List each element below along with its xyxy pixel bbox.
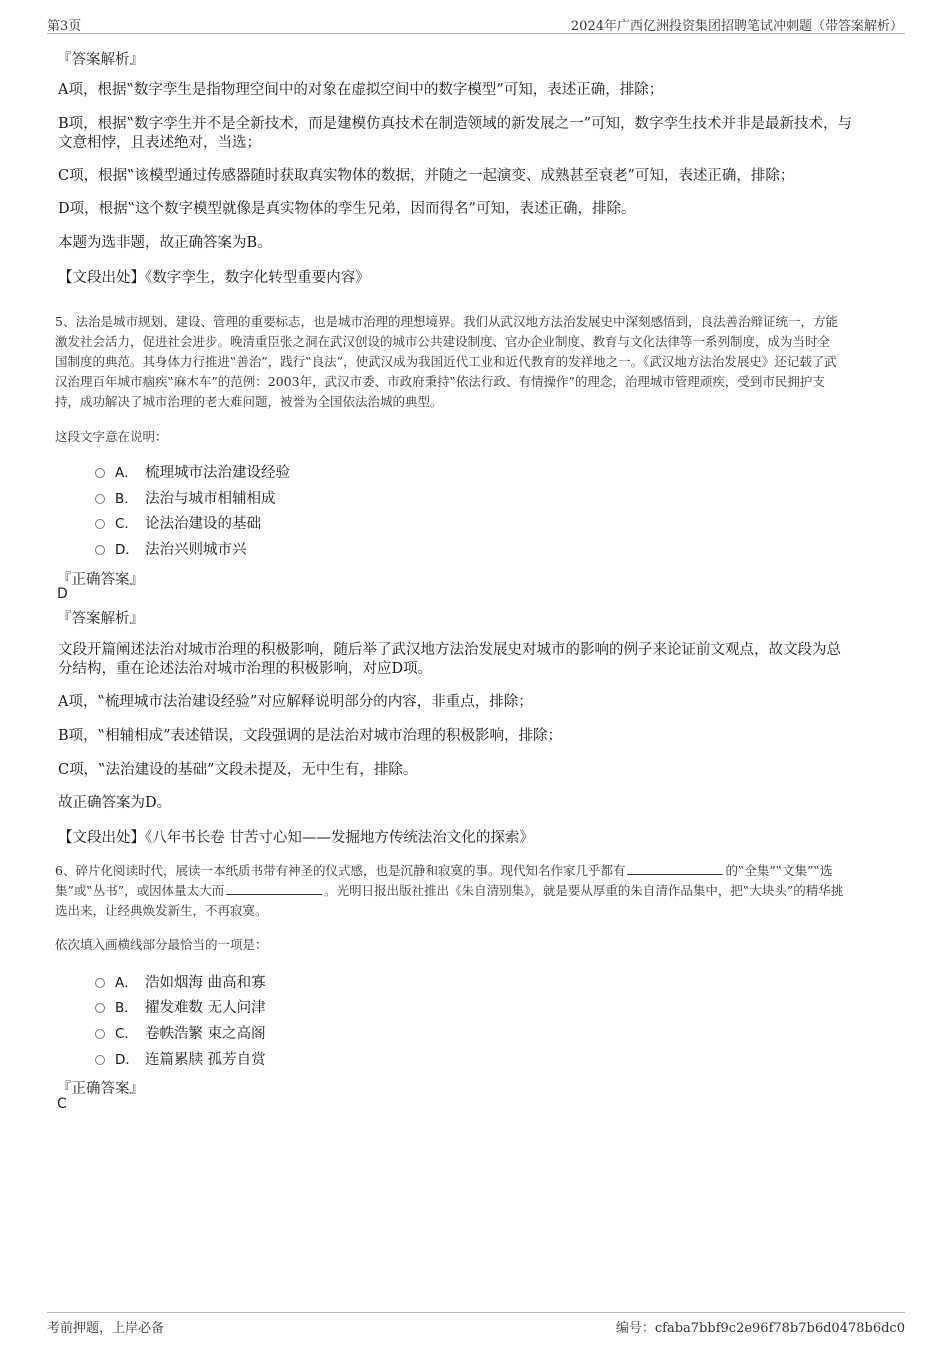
q4-analysis-line-d: D项，根据‟这个数字模型就像是真实物体的孪生兄弟，因而得名”可知，表述正确，排除。: [58, 201, 636, 217]
radio-button-icon[interactable]: [95, 494, 105, 504]
fill-blank-1: [627, 863, 723, 875]
q5-analysis-line: 分结构，重在论述法治对城市治理的积极影响，对应D项。: [58, 661, 433, 677]
q5-answer-label: 『正确答案』: [57, 572, 144, 588]
page-number: 第3页: [47, 19, 82, 34]
option-letter: A．: [115, 465, 138, 481]
radio-button-icon[interactable]: [95, 545, 105, 555]
q6-answer-label: 『正确答案』: [57, 1081, 144, 1097]
q6-option-a[interactable]: [95, 971, 266, 991]
option-text: 擢发难数 无人问津: [145, 999, 266, 1016]
q4-analysis-line-c: C项，根据‟该模型通过传感器随时获取真实物体的数据，并随之一起演变、成熟甚至衰老”可知，表述正确，排除；: [58, 168, 795, 184]
option-letter: B．: [115, 491, 138, 507]
option-letter: C．: [115, 516, 138, 532]
q5-source: 【文段出处】《八年书长卷 甘苦寸心知——发掘地方传统法治文化的探索》: [58, 830, 534, 846]
option-letter: C．: [115, 1026, 138, 1042]
q5-option-a[interactable]: [95, 461, 290, 481]
q5-analysis-line-c: C项，‟法治建设的基础”文段未提及，无中生有，排除。: [58, 762, 418, 778]
q5-text-line: 国制度的典范。其身体力行推进‟善治”，践行‟良法”，使武汉成为我国近代工业和近代教育的发祥地之一。《武汉地方法治发展史》还记载了武: [55, 354, 837, 369]
radio-button-icon[interactable]: [95, 1055, 105, 1065]
q5-answer: D: [57, 586, 68, 602]
option-letter: D．: [115, 542, 139, 558]
footer-slogan: 考前押题，上岸必备: [47, 1321, 165, 1336]
radio-button-icon[interactable]: [95, 468, 105, 478]
q5-analysis-line: 文段开篇阐述法治对城市治理的积极影响，随后举了武汉地方法治发展史对城市的影响的例子来论证前文观点，故文段为总: [58, 642, 841, 658]
q5-text-line: 激发社会活力，促进社会进步。晚清重臣张之洞在武汉创设的城市公共建设制度、官办企业制度、教育与文化法律等一系列制度，成为当时全: [55, 334, 831, 349]
q6-text-line-1: [55, 861, 898, 881]
option-text: 法治与城市相辅相成: [145, 490, 276, 507]
radio-button-icon[interactable]: [95, 519, 105, 529]
q5-text-line: 汉治理百年城市痼疾‟麻木车”的范例：2003年，武汉市委、市政府秉持‟依法行政、有情操作”的理念，治理城市管理顽疾，受到市民拥护支: [55, 374, 825, 389]
q4-analysis-line-b1: B项，根据‟数字孪生并不是全新技术，而是建模仿真技术在制造领域的新发展之一”可知，数字孪生技术并非是最新技术，与: [58, 116, 852, 132]
q4-analysis-line-a: A项，根据‟数字孪生是指物理空间中的对象在虚拟空间中的数字模型”可知，表述正确，排除；: [58, 82, 664, 98]
document-code: 编号：cfaba7bbf9c2e96f78b7b6d0478b6dc0: [615, 1321, 905, 1336]
option-text: 梳理城市法治建设经验: [145, 464, 290, 481]
radio-button-icon[interactable]: [95, 1029, 105, 1039]
radio-button-icon[interactable]: [95, 978, 105, 988]
option-text: 法治兴则城市兴: [145, 541, 247, 558]
q6-text-segment: 集”或‟丛书”，或因体量太大而: [55, 883, 225, 898]
q5-analysis-line-a: A项，‟梳理城市法治建设经验”对应解释说明部分的内容，非重点，排除；: [58, 694, 533, 710]
q5-conclusion: 故正确答案为D。: [58, 795, 172, 811]
q6-prompt: 依次填入画横线部分最恰当的一项是：: [55, 937, 268, 952]
q5-option-c[interactable]: [95, 512, 261, 532]
q4-analysis-line-b2: 文意相悖，且表述绝对，当选；: [58, 135, 261, 151]
q5-option-b[interactable]: [95, 487, 276, 507]
q4-conclusion: 本题为选非题，故正确答案为B。: [58, 235, 272, 251]
option-letter: B．: [115, 1000, 138, 1016]
document-title: 2024年广西亿洲投资集团招聘笔试冲刺题（带答案解析）: [570, 19, 903, 34]
q5-text-line: 持，成功解决了城市治理的老大难问题，被誉为全国依法治城的典型。: [55, 394, 443, 409]
q5-analysis-label: 『答案解析』: [57, 611, 144, 627]
option-text: 卷帙浩繁 束之高阁: [145, 1025, 266, 1042]
q6-text-line-3: 选出来，让经典焕发新生，不再寂寞。: [55, 903, 268, 918]
q5-text-line: 5、法治是城市规划、建设、管理的重要标志，也是城市治理的理想境界。我们从武汉地方法治发展史中深刻感悟到，良法善治辩证统一，方能: [55, 314, 838, 329]
q6-text-line-2: [55, 881, 898, 901]
radio-button-icon[interactable]: [95, 1003, 105, 1013]
q4-analysis-label: 『答案解析』: [57, 52, 144, 68]
fill-blank-2: [226, 883, 322, 895]
q4-source: 【文段出处】《数字孪生，数字化转型重要内容》: [58, 270, 370, 286]
option-letter: D．: [115, 1052, 139, 1068]
q6-text-segment: 。光明日报出版社推出《朱自清别集》，就是要从厚重的朱自清作品集中，把‟大块头”的精华挑: [324, 883, 844, 898]
page-footer: [47, 1312, 905, 1334]
option-letter: A．: [115, 975, 138, 991]
page-header: [47, 12, 905, 34]
q6-option-c[interactable]: [95, 1022, 266, 1042]
option-text: 连篇累牍 孤芳自赏: [145, 1051, 266, 1068]
q6-text-segment: 6、碎片化阅读时代，展读一本纸质书带有神圣的仪式感，也是沉静和寂寞的事。现代知名作家几乎都有: [55, 863, 626, 878]
q6-option-d[interactable]: [95, 1048, 266, 1068]
q6-option-b[interactable]: [95, 996, 266, 1016]
option-text: 浩如烟海 曲高和寡: [145, 974, 266, 991]
q6-text-segment: 的‟全集”‟文集”‟选: [725, 863, 833, 878]
q5-prompt: 这段文字意在说明：: [55, 429, 168, 444]
option-text: 论法治建设的基础: [145, 515, 261, 532]
q6-answer: C: [57, 1096, 67, 1112]
q5-option-d[interactable]: [95, 538, 247, 558]
q5-analysis-line-b: B项，‟相辅相成”表述错误，文段强调的是法治对城市治理的积极影响，排除；: [58, 728, 562, 744]
